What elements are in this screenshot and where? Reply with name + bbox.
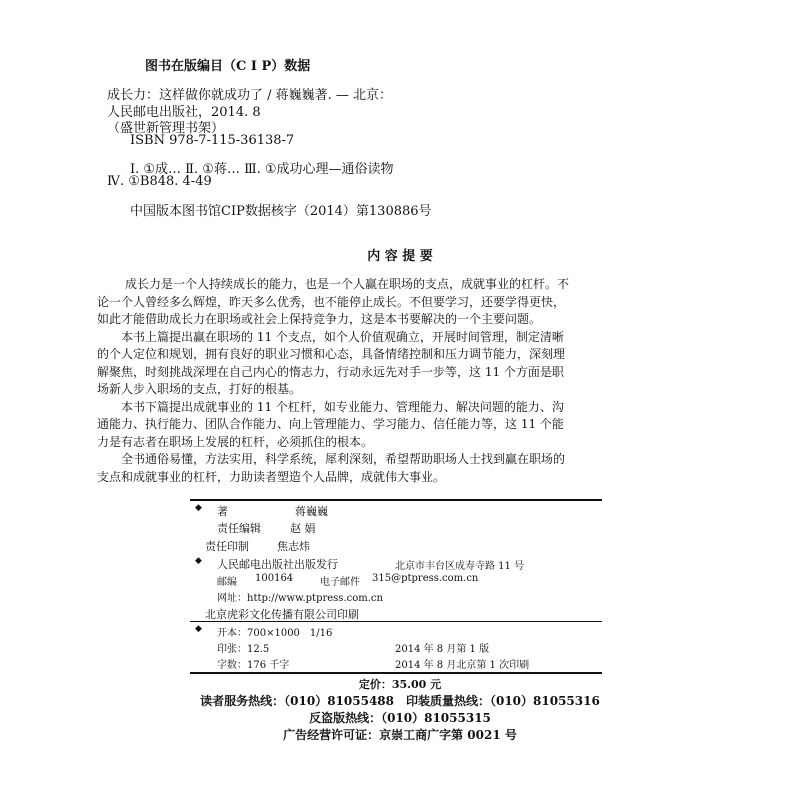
ad-license: 广告经营许可证：京崇工商广字第 0021 号 xyxy=(283,728,517,742)
format-spec: 开本：700×1000 1/16 xyxy=(217,628,333,639)
sheets-spec: 印张：12.5 xyxy=(217,644,270,655)
print-company: 北京虎彩文化传播有限公司印刷 xyxy=(205,608,359,621)
summary-p1-line: 论一个人曾经多么辉煌，昨天多么优秀，也不能停止成长。不但要学习，还要学得更快， xyxy=(97,294,566,309)
hotlines: 读者服务热线：（010）81055488 印装质量热线：（010）81055316 xyxy=(200,694,600,708)
postcode-label: 邮编 xyxy=(217,577,237,588)
summary-heading: 内 容 提 要 xyxy=(367,249,433,264)
cip-heading: 图书在版编目（C I P）数据 xyxy=(145,59,311,74)
cip-class-line-1: Ⅰ. ①成… Ⅱ. ①蒋… Ⅲ. ①成功心理—通俗读物 xyxy=(130,162,394,177)
specs-top-rule xyxy=(190,621,602,622)
printer-name: 焦志炜 xyxy=(277,540,310,553)
credits-top-rule xyxy=(190,499,602,501)
summary-p2-line: 本书上篇提出赢在职场的 11 个支点，如个人价值观确立，开展时间管理，制定清晰 xyxy=(121,329,564,344)
summary-p3-line: 通能力、执行能力、团队合作能力、向上管理能力、学习能力、信任能力等，这 11 个能 xyxy=(97,417,564,431)
credits-bottom-rule xyxy=(190,672,602,674)
piracy-hotline: 反盗版热线：（010）81055315 xyxy=(309,711,491,725)
cip-title-line: 成长力：这样做你就成功了 / 蒋巍巍著. — 北京： xyxy=(107,88,393,103)
summary-p3-line: 力是有志者在职场上发展的杠杆，必须抓住的根本。 xyxy=(97,434,374,449)
author-name: 蒋巍巍 xyxy=(295,505,328,518)
summary-p3-line: 本书下篇提出成就事业的 11 个杠杆，如专业能力、管理能力、解决问题的能力、沟 xyxy=(121,399,564,414)
summary-p1-line: 如此才能借助成长力在职场或社会上保持竞争力，这是本书要解决的一个主要问题。 xyxy=(97,312,542,326)
summary-body xyxy=(97,276,569,486)
summary-p1-line: 成长力是一个人持续成长的能力，也是一个人赢在职场的支点，成就事业的杠杆。不 xyxy=(125,277,570,291)
publisher-address: 北京市丰台区成寿寺路 11 号 xyxy=(395,561,525,572)
editor-label: 责任编辑 xyxy=(217,522,261,535)
summary-p2-line: 场新人步入职场的支点，打好的根基。 xyxy=(97,382,302,396)
edition-spec: 2014 年 8 月第 1 版 xyxy=(395,644,490,655)
cip-series-line: （盛世新管理书架） xyxy=(107,121,225,136)
email-label: 电子邮件 xyxy=(320,577,360,588)
author-label: 著 xyxy=(217,505,228,518)
diamond-bullet: ◆ xyxy=(195,624,202,634)
summary-p2-line: 解聚焦，时刻挑战深埋在自己内心的惰志力，行动永远先对手一步等，这 11 个方面是职 xyxy=(97,364,564,379)
cip-isbn-line: ISBN 978-7-115-36138-7 xyxy=(130,133,295,148)
diamond-bullet: ◆ xyxy=(195,556,202,566)
summary-p4-line: 全书通俗易懂，方法实用，科学系统，犀利深刻，希望帮助职场人士找到赢在职场的 xyxy=(121,452,566,466)
website: 网址：http://www.ptpress.com.cn xyxy=(217,593,383,604)
postcode-value: 100164 xyxy=(255,573,294,584)
cip-publisher-line: 人民邮电出版社，2014. 8 xyxy=(107,105,261,120)
diamond-bullet: ◆ xyxy=(195,503,202,513)
printer-label: 责任印制 xyxy=(205,540,249,553)
publisher-name: 人民邮电出版社出版发行 xyxy=(217,558,338,571)
words-spec: 字数：176 千字 xyxy=(217,660,290,671)
cip-class-line-2: Ⅳ. ①B848. 4-49 xyxy=(107,174,212,189)
summary-p2-line: 的个人定位和规划，拥有良好的职业习惯和心态，具备情绪控制和压力调节能力，深刻理 xyxy=(97,347,566,361)
editor-name: 赵 娟 xyxy=(290,522,316,535)
printing-spec: 2014 年 8 月北京第 1 次印刷 xyxy=(395,660,530,671)
price: 定价：35.00 元 xyxy=(358,678,442,691)
summary-p4-line: 支点和成就事业的杠杆，力助读者塑造个人品牌，成就伟大事业。 xyxy=(97,469,446,484)
cip-number: 中国版本图书馆CIP数据核字（2014）第130886号 xyxy=(130,204,432,219)
email-value: 315@ptpress.com.cn xyxy=(372,573,479,584)
